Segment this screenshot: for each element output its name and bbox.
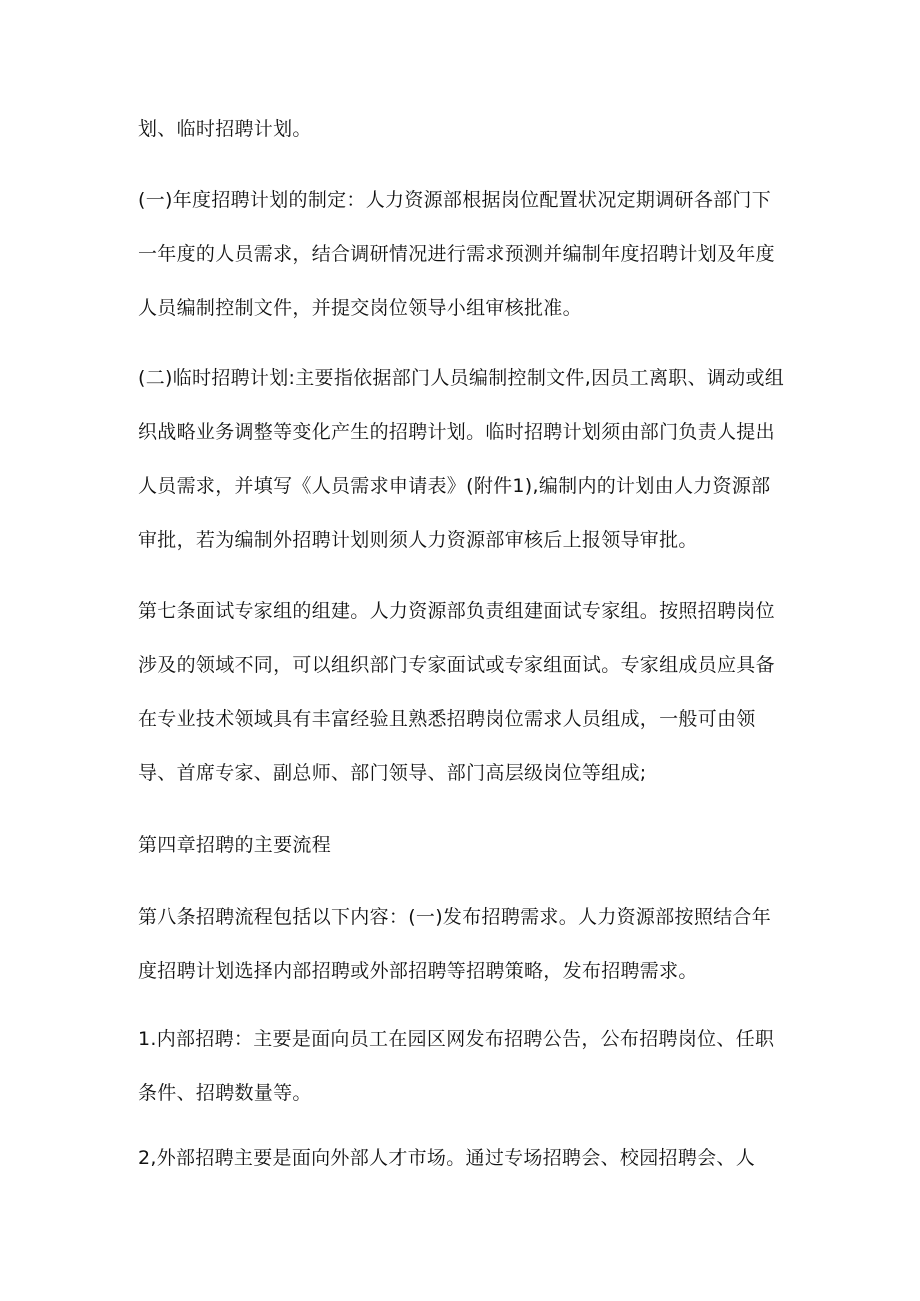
paragraph-article-8: 第八条招聘流程包括以下内容：(一)发布招聘需求。人力资源部按照结合年度招聘计划选择内部招聘或外部招聘等招聘策略，发布招聘需求。 <box>138 906 772 982</box>
paragraph-internal-recruitment: 1.内部招聘：主要是面向员工在园区网发布招聘公告，公布招聘岗位、任职条件、招聘数量等。 <box>138 1028 775 1104</box>
paragraph-plan-types: 划、临时招聘计划。 <box>138 118 312 140</box>
chapter-4-heading: 第四章招聘的主要流程 <box>138 834 332 856</box>
paragraph-article-7: 第七条面试专家组的组建。人力资源部负责组建面试专家组。按照招聘岗位涉及的领域不同，可以组织部门专家面试或专家组面试。专家组成员应具备在专业技术领域具有丰富经验且熟悉招聘岗位需求人员组成，一般可由领导、首席专家、副总师、部门领导、部门高层级岗位等组成; <box>138 600 775 784</box>
paragraph-external-recruitment: 2,外部招聘主要是面向外部人才市场。通过专场招聘会、校园招聘会、人 <box>138 1147 756 1169</box>
paragraph-temporary-plan: (二)临时招聘计划:主要指依据部门人员编制控制文件,因员工离职、调动或组织战略业务调整等变化产生的招聘计划。临时招聘计划须由部门负责人提出人员需求，并填写《人员需求申请表》(附件1),编制内的计划由人力资源部审批，若为编制外招聘计划则须人力资源部审核后上报领导审批。 <box>138 367 785 551</box>
paragraph-annual-plan: (一)年度招聘计划的制定：人力资源部根据岗位配置状况定期调研各部门下一年度的人员需求，结合调研情况进行需求预测并编制年度招聘计划及年度人员编制控制文件，并提交岗位领导小组审核批准。 <box>138 189 775 319</box>
